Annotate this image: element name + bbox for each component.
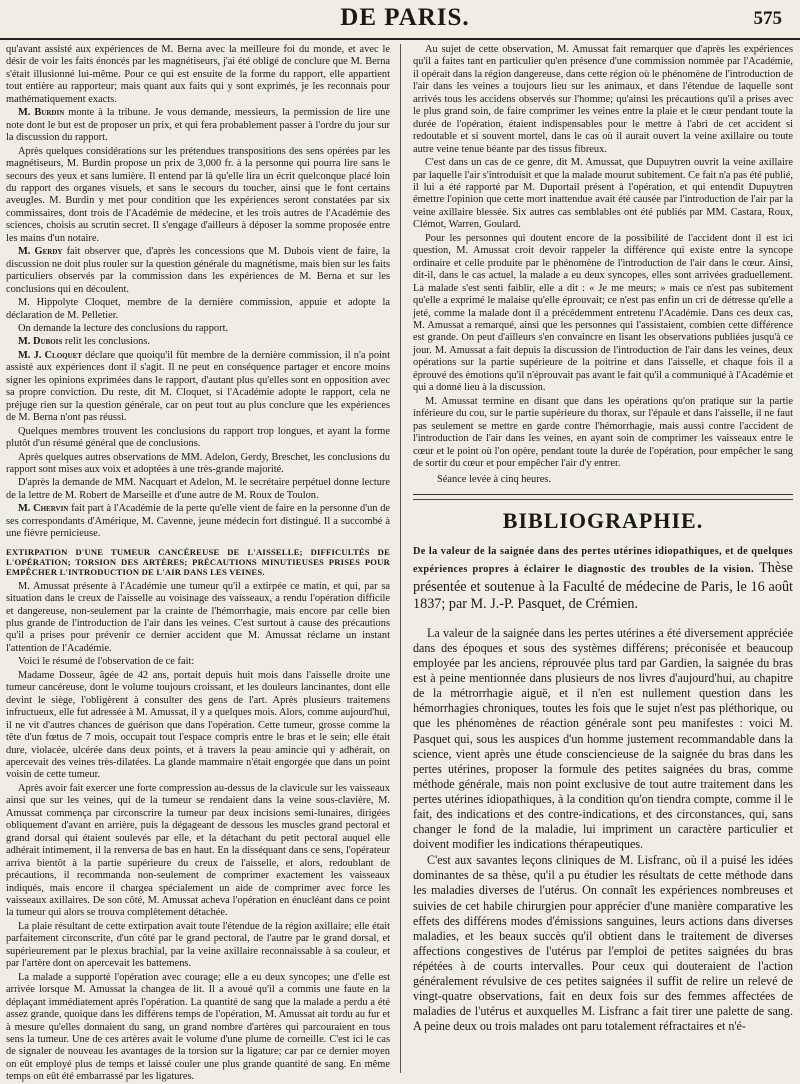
paragraph: M. Hippolyte Cloquet, membre de la dernière commission, appuie et adopte la déclaration de M. Pelletier. [6, 297, 390, 321]
paragraph-text: fait observer que, d'après les concessions que M. Dubois vient de faire, la discussion ne doit plus rouler sur la question générale du magnétisme, mais bien sur les faits particuliers observés par la commission dans les expériences de M. Berna et sur les conclusions qui en découlent. [6, 246, 390, 295]
paragraph: La valeur de la saignée dans les pertes utérines a été diversement appréciée dans des époques et sous des systèmes différens; préconisée et beaucoup employée par les anciens, réprouvée plus tard par Gardien, la saignée du bras est à peine mentionnée dans plusieurs de nos livres d'aujourd'hui, au chapitre de la métrorrhagie aiguë, et il n'en est nullement question dans les hémorrhagies chroniques, toutes les fois que le sujet n'est pas pléthorique, ou que les phénomènes de réaction générale sont peu manifestes : voici M. Pasquet qui, sous les auspices d'un homme justement recommandable dans la science, vient après une étude consciencieuse de la saignée du bras dans les pertes utérines, proposer la formule des petites saignées du bras, comme méthode générale, mais non point exclusive de tout autre traitement dans les pertes utérines idiopathiques, à la condition qu'on tiendra compte, comme il le fait, des indications et des contre-indications, et des circonstances, qui, sans changer le fond de la maladie, lui impriment un caractère particulier et doivent modifier les indications thérapeutiques. [413, 625, 793, 852]
speaker-name: M. Dubois [18, 336, 63, 348]
paragraph-text: fait part à l'Académie de la perte qu'elle vient de faire en la personne d'un de ses correspondants d'Amérique, M. Cavenne, jeune médecin fort distingué. Il a succombé à une fièvre pernicieuse. [6, 503, 391, 540]
paragraph-text: relit les conclusions. [62, 336, 151, 348]
bibliography-body [413, 626, 793, 1035]
paragraph: M. Amussat présente à l'Académie une tumeur qu'il a extirpée ce matin, et qui, par sa situation dans le creux de l'aisselle au voisinage des vaisseaux, a rendu l'opération difficile et dangereuse, non-seulement par la crainte de l'hémorrhagie, mais encore par celle bien plus grande de l'introduction de l'air dans les veines. C'est surtout à cause des précautions qu'il a prises pour prévenir ce dernier accident que M. Amussat réclame un instant l'attention de l'Académie. [6, 580, 390, 654]
paragraph [6, 107, 390, 144]
speaker-name: M. Chervin [18, 503, 69, 515]
bibliography-title: BIBLIOGRAPHIE. [502, 507, 704, 533]
thesis-title: De la valeur de la saignée dans des pertes utérines idiopathiques, et de quelques expériences propres à éclairer le diagnostic des troubles de la vision. [413, 545, 793, 576]
speaker-name: M. Gerdy [18, 246, 63, 258]
paragraph: Après avoir fait exercer une forte compression au-dessus de la clavicule sur les vaisseaux ainsi que sur les veines, qui de la tumeur se rendaient dans la veine sous-clavière, M. Amussat commença par circonscrire la tumeur par deux incisions semi-lunaires, dirigées obliquement d'avant en arrière, puis la dégageant de dessous les muscles grand pectoral et grand dorsal qui étaient soulevés par elle, et la détachant du petit pectoral auquel elle adhérait intimement, il la renversa de bas en haut. En la disséquant dans ce sens, l'opérateur arriva bientôt à la partie supérieure du creux de l'aisselle, et alors, redoublant de précautions, il recommanda non-seulement de comprimer exactement les vaisseaux indiqués, mais encore il chargea spécialement un aide de comprimer avec force les vaisseaux axillaires. De son côté, M. Amussat acheva l'opération en énucléant dans ce point la tumeur qui alors se trouva complètement détachée. [6, 782, 390, 919]
right-column [413, 44, 793, 1073]
thesis-details: Thèse présentée et soutenue à la Faculté de médecine de Paris, le 16 août 1837; par M. J.-P. Pasquet, de Crémien. [413, 560, 793, 613]
paragraph: M. Amussat termine en disant que dans les opérations qu'on pratique sur la partie inférieure du cou, sur le partie supérieure du thorax, sur l'épaule et dans l'aisselle, il ne faut pas seulement se mettre en garde contre l'hémorrhagie, mais aussi contre l'accident de l'introduction de l'air dans les veines, en ayant soin de comprimer les vaisseaux entre le cœur et le point où l'on opère, pendant toute la durée de l'opération, pour empêcher le sang de sortir du cœur et pour empêcher l'air d'y entrer. [413, 395, 793, 469]
left-column [6, 44, 391, 1083]
section-rule [413, 499, 793, 500]
speaker-name: M. J. Cloquet [18, 349, 82, 361]
paragraph [6, 503, 390, 540]
paragraph: qu'avant assisté aux expériences de M. Berna avec la meilleure foi du monde, et avec le désir de voir les faits énoncés par les magnétiseurs, j'ai été obligé de conclure que M. Berna s'était illusionné lui-même. Pour ce qui est ensuite de la forme du rapport, elle appartient tout entière au rapporteur; mais quant aux faits qui y sont exprimés, je les reconnais pour mathématiquement exacts. [6, 44, 390, 105]
section-rule [413, 494, 793, 495]
paragraph: Voici le résumé de l'observation de ce fait: [18, 656, 195, 668]
paragraph: On demande la lecture des conclusions du rapport. [18, 322, 229, 334]
page-header [0, 0, 800, 40]
paragraph-text: monte à la tribune. Je vous demande, messieurs, la permission de lire une note dont le but est de proposer un prix, et qui fera probablement passer à l'ordre du jour sur la discussion du rapport. [6, 107, 390, 144]
paragraph: La malade a supporté l'opération avec courage; elle a eu deux syncopes; une d'elle est arrivée lorsque M. Amussat la changea de lit. Il a avoué qu'il a commis une faute en la déplaçant immédiatement après l'opération. La quantité de sang que la malade a perdu a été assez grande, quoique dans les différens temps de l'opération, M. Amussat ait tordu au fur et à mesure qu'elles donnaient du sang, un grand nombre d'artères qui parcouraient en tous sens la tumeur. Une de ces artères avait le volume d'une plume de corneille. C'est ici le cas de signaler de nouveau les avantages de la torsion sur la ligature; car par ce dernier moyen on eût employé plus de temps et laissé couler une plus grande quantité de sang. En même temps on eût été embarrassé par les ligatures. [6, 971, 390, 1083]
paragraph: La plaie résultant de cette extirpation avait toute l'étendue de la région axillaire; elle était parfaitement circonscrite, d'un côté par le grand pectoral, de l'autre par le grand dorsal, et supérieurement par le plexus brachial, par la veine axillaire reconnaissable à sa couleur, et par l'artère dont on apercevait les battemens. [6, 920, 390, 970]
paragraph: Madame Dosseur, âgée de 42 ans, portait depuis huit mois dans l'aisselle droite une tumeur cancéreuse, dont le volume toujours croissant, et les douleurs lancinantes, dont elle devint le siège, l'obligèrent à consulter des gens de l'art. Après plusieurs traitemens infructueux, elle fut adressée à M. Amussat, il y a quelques mois. Alors, comme aujourd'hui, il ne vit d'autres chances de guérison que dans l'opération. Cette tumeur, grosse comme la tête d'un fœtus de 7 mois, occupait tout l'espace compris entre le bras et le sein; elle était dure, violacée, ulcérée dans deux points, et à travers la peau amincie qui y adhérait, on apercevait des veines très-dilatées. La glande mammaire n'était engorgée que dans un point voisin de cette tumeur. [6, 669, 390, 781]
section-heading: EXTIRPATION D'UNE TUMEUR CANCÉREUSE DE L'AISSELLE; DIFFICULTÉS DE L'OPÉRATION; TORSION DES ARTÈRES; PRÉCAUTIONS MINUTIEUSES PRISES POUR EMPÊCHER L'INTRODUCTION DE L'AIR DANS LES VEINES. [6, 546, 390, 577]
session-end-note: Séance levée à cinq heures. [437, 474, 551, 486]
column-divider [400, 44, 401, 1073]
paragraph: Quelques membres trouvent les conclusions du rapport trop longues, et ayant la forme plutôt d'un résumé général que de conclusions. [6, 425, 390, 450]
paragraph: Après quelques autres observations de MM. Adelon, Gerdy, Breschet, les conclusions du rapport sont mises aux voix et adoptées à une très-grande majorité. [6, 451, 390, 475]
paragraph: D'après la demande de MM. Nacquart et Adelon, M. le secrétaire perpétuel donne lecture de la lettre de M. Robert de Marseille et d'une autre de M. Roux de Toulon. [6, 477, 390, 501]
masthead: DE PARIS. [340, 4, 470, 31]
speaker-name: M. Burdin [18, 107, 65, 119]
page-number: 575 [753, 8, 782, 29]
paragraph-text: déclare que quoiqu'il fût membre de la dernière commission, il n'a point assisté aux expériences dont il s'agit. Il ne peut en conséquence partager et encore moins signer les opinions exprimées dans le rapport, d'autant plus qu'elles sont en opposition avec sa propre conviction. Du reste, dit M. Cloquet, si l'Académie adopte le rapport, cela ne préjuge rien sur la question générale, car on peut tout au plus conclure que les expériences de M. Berna n'ont pas réussi. [6, 349, 390, 424]
paragraph: Pour les personnes qui doutent encore de la possibilité de l'accident dont il est ici question, M. Amussat croit devoir rappeler la différence qui existe entre la syncope ordinaire et celle produite par le phénomène de l'introduction de l'air dans le cœur. Ainsi, dit-il, dans le cas actuel, la malade a eu deux syncopes, elles sont arrivées graduellement. La malade s'est senti faiblir, elle a dit : « Je me meurs; » mais ce n'est pas subitement qu'elle a exprimé le malaise qu'elle éprouvait; ce n'est pas enfin un cri de détresse qu'elle a jeté, comme la malade dont il a précédemment entretenu l'Académie. Dans ces deux cas, M. Amussat a remarqué, ainsi que les personnes qui l'assistaient, combien cette différence est grande. On peut d'ailleurs s'en convaincre en lisant les observations publiées jusqu'à ce jour. M. Amussat a fait depuis la discussion de l'introduction de l'air dans les veines, deux opérations sur la partie supérieure de la poitrine et dans l'aisselle, et chaque fois il a éprouvé des émotions qu'il n'éprouvait pas avant le fait qu'il a communiqué à l'Académie et qui a donné lieu à la discussion. [413, 232, 793, 394]
paragraph: Après quelques considérations sur les prétendues transpositions des sens opérées par les magnétiseurs, M. Burdin propose un prix de 3,000 fr. à la personne qui pourra lire sans le secours des yeux et sans lumière. Il entend par là qu'elle lira un écrit quelconque placé loin du rapport des organes visuels, et sans le secours du toucher, ainsi que le font certains aveugles. M. Burdin y met pour condition que les expériences seront constatées par six commissaires, dont trois de l'Académie de médecine, et les trois autres de l'Académie des sciences, choisis au scrutin secret. Il s'engage d'ailleurs à déposer la somme proposée entre les mains d'un notaire. [6, 145, 390, 244]
paragraph [6, 350, 390, 425]
paragraph: Au sujet de cette observation, M. Amussat fait remarquer que d'après les expériences qu'il a faites tant en particulier qu'en présence d'une commission nommée par l'Académie, il opérait dans la région dangereuse, dans cette région où le phénomène de l'introduction de l'air dans les veines a toujours lieu sur les animaux, et dans l'étendue de laquelle sont arrivés tous les accidens observés sur l'homme; qu'ainsi les précautions qu'il a prises avec le plus grand soin, de faire comprimer les veines entre la plaie et le cœur pendant toute la durée de l'opération, étaient indispensables pour le mettre à l'abri de cet accident si redoutable et si souvent mortel, dans le cas où il aurait ouvert la veine axillaire ou toute autre veine tenue béante par des tissus fibreux. [413, 44, 793, 155]
paragraph: C'est aux savantes leçons cliniques de M. Lisfranc, où il a puisé les idées dominantes de sa thèse, qu'il a pu étudier les résultats de cette méthode dans les maladies diverses de l'utérus. On connaît les expériences nombreuses et suivies de cet habile chirurgien pour apprécier d'une manière comparative les effets des différens modes d'émissions sanguines, leurs actions dans diverses maladies, et les beaux succès qu'il obtient dans le traitement de diverses affections congestives de l'utérus par l'emploi de petites saignées du bras répétées à de courts intervalles. Pour ceux qui douteraient de l'action généralement révulsive de ces petites saignées il suffit de relire un relevé de vingt-quatre observations, fait en deux fois sur des femmes affectées de maladies de l'utérus et auxquelles M. Lisfranc a fait tirer une palette de sang. A peine deux ou trois malades ont paru totalement réfractaires et n'é- [413, 853, 793, 1034]
paragraph [6, 246, 390, 296]
paragraph: C'est dans un cas de ce genre, dit M. Amussat, que Dupuytren ouvrit la veine axillaire par laquelle l'air s'introduisit et que la malade mourut subitement. Ce fait n'a pas été publié, il lui a été rapporté par M. Duportail présent à l'opération, et qui entendit Dupuytren émettre l'opinion que cette mort inattendue avait été causée par l'introduction de l'air par la veine axillaire blessée. Six autres cas semblables ont été publiés par MM. Castara, Roux, Clémot, Warren, Goulard. [413, 157, 793, 231]
bibliography-subtitle [413, 542, 793, 614]
paragraph [6, 336, 390, 348]
